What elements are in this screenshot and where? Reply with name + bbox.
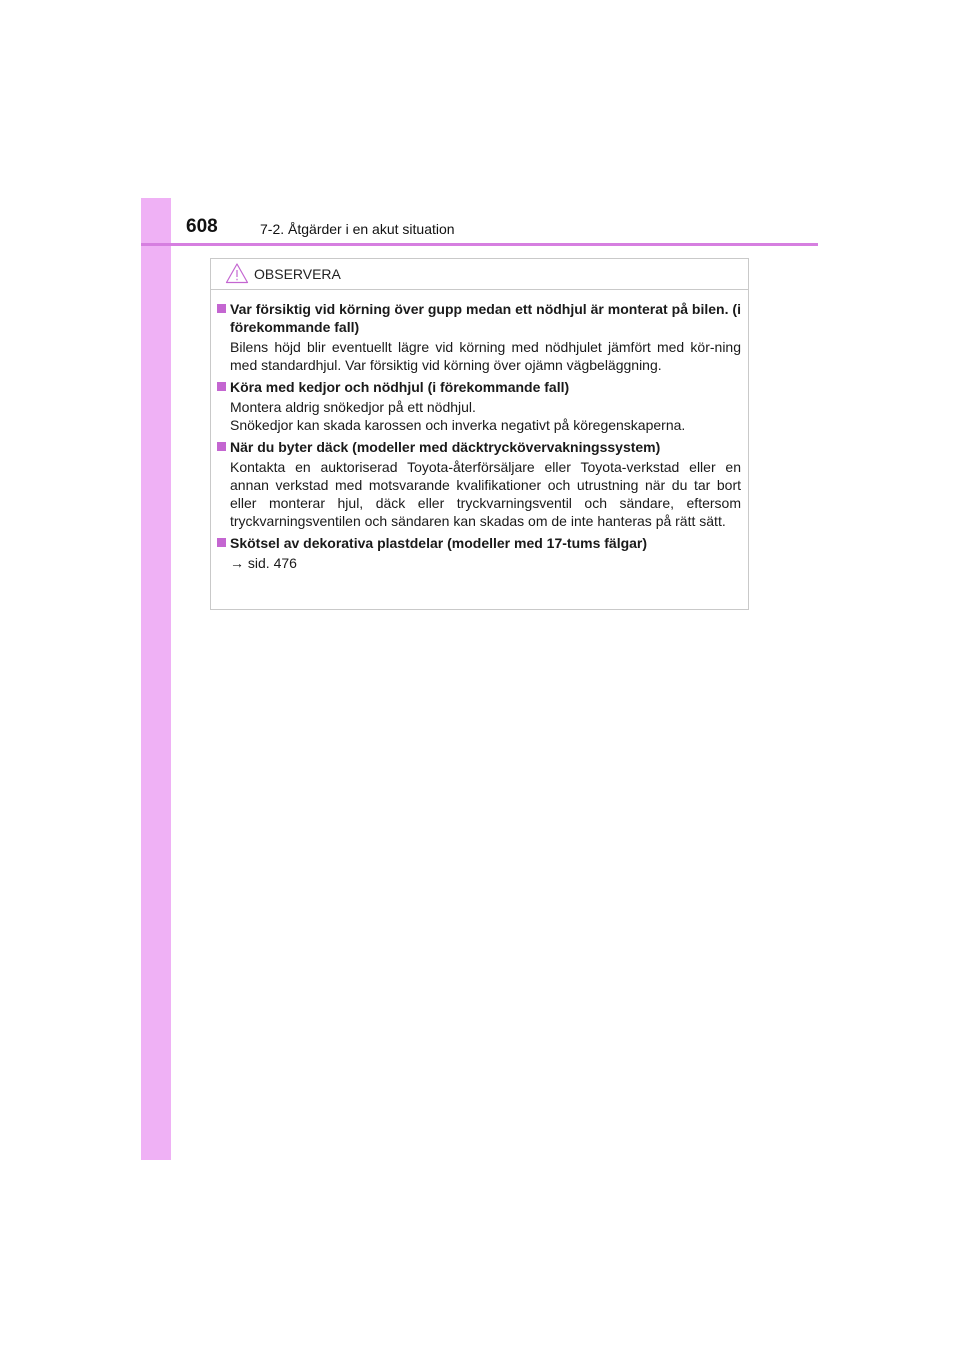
notice-item-text: [217, 554, 741, 572]
square-bullet-icon: [217, 538, 226, 547]
notice-item-heading: [217, 534, 741, 552]
side-color-band: [141, 198, 171, 1160]
notice-item-heading: [217, 300, 741, 336]
notice-item-paragraph: Bilens höjd blir eventuellt lägre vid körning med nödhjulet jämfört med kör-ning med standardhjul. Var försiktig vid körning över ojämn vägbeläggning.: [230, 339, 741, 373]
header-rule: [141, 243, 818, 246]
notice-item: [217, 378, 741, 434]
page-number: 608: [186, 216, 218, 237]
notice-item: [217, 438, 741, 530]
notice-item-heading: [217, 378, 741, 396]
notice-title: OBSERVERA: [254, 266, 341, 282]
notice-item-heading-text: Skötsel av dekorativa plastdelar (modeller med 17-tums fälgar): [230, 535, 648, 551]
notice-box: [210, 258, 749, 610]
notice-header: [211, 259, 748, 290]
notice-item-paragraph: Montera aldrig snökedjor på ett nödhjul.: [230, 399, 476, 415]
notice-item-text: [217, 398, 741, 434]
square-bullet-icon: [217, 304, 226, 313]
notice-item-paragraph: → sid. 476: [230, 555, 297, 571]
square-bullet-icon: [217, 442, 226, 451]
square-bullet-icon: [217, 382, 226, 391]
notice-item-heading-text: När du byter däck (modeller med däcktryckövervakningssystem): [230, 439, 661, 455]
notice-item-heading-text: Köra med kedjor och nödhjul (i förekommande fall): [230, 379, 570, 395]
notice-item-paragraph: Kontakta en auktoriserad Toyota-återförsäljare eller Toyota-verkstad eller en annan verkstad med motsvarande kvalifikationer och utrustning när du tar bort eller monterar hjul, däck eller tryckvarningsventil och sändare, eftersom tryckvarningsventilen och sändaren kan skadas om de inte hanteras på rätt sätt.: [230, 459, 741, 529]
warning-triangle-icon: [225, 262, 249, 284]
section-title: 7-2. Åtgärder i en akut situation: [260, 221, 455, 237]
notice-item: [217, 300, 741, 374]
notice-body: [211, 290, 748, 572]
notice-item-paragraph: Snökedjor kan skada karossen och inverka negativt på köregenskaperna.: [230, 417, 686, 433]
notice-item-text: [217, 458, 741, 530]
notice-item-text: [217, 338, 741, 374]
notice-item: [217, 534, 741, 572]
notice-item-heading: [217, 438, 741, 456]
notice-item-heading-text: Var försiktig vid körning över gupp medan ett nödhjul är monterat på bilen. (i förekommande fall): [230, 301, 741, 335]
